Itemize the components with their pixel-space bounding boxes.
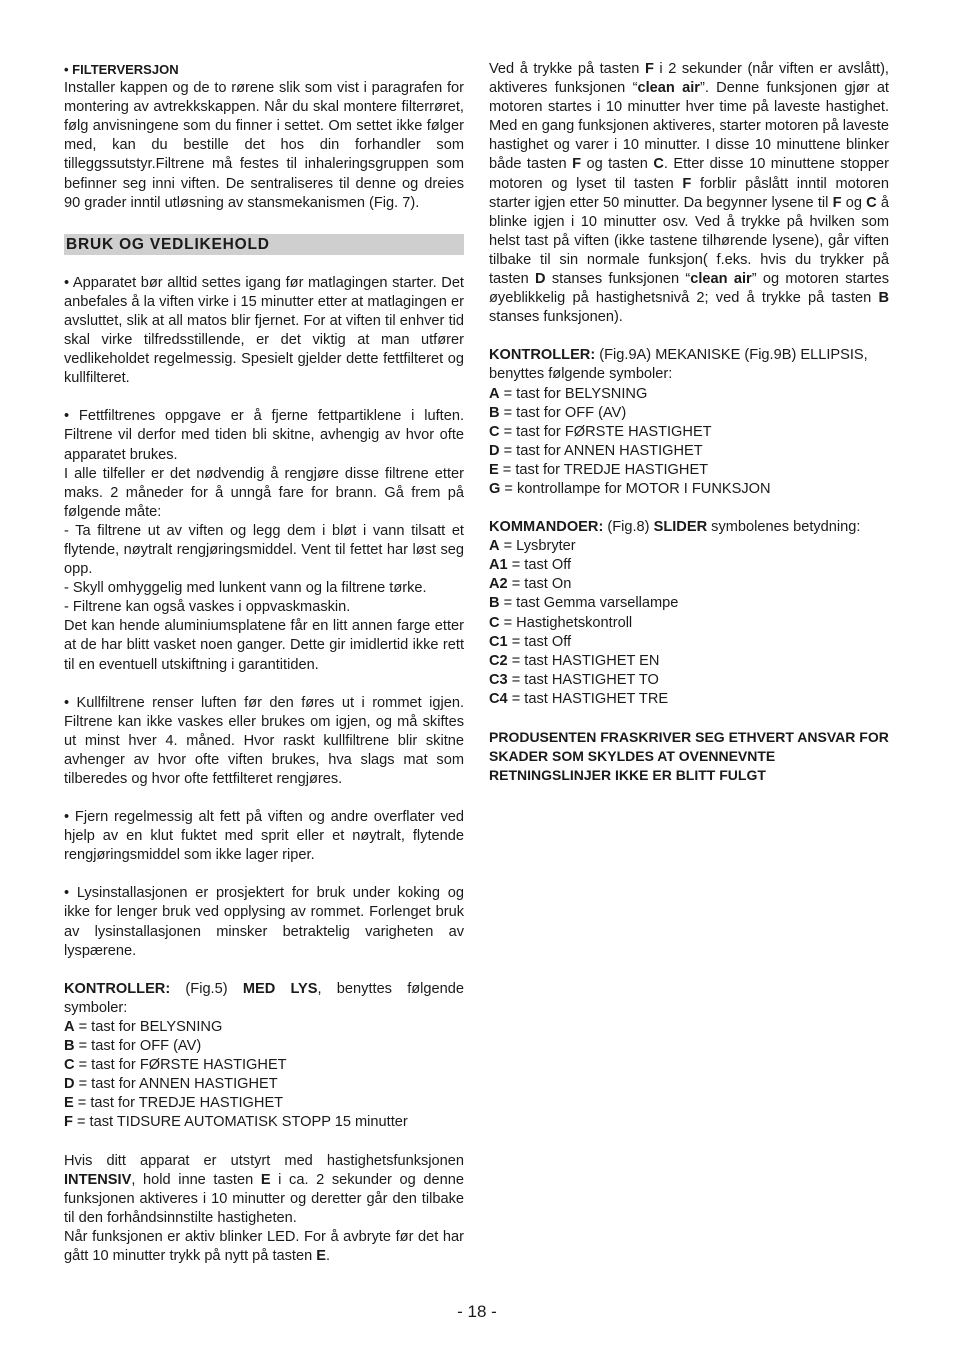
- paragraph-soak-step: - Ta filtrene ut av viften og legg dem i bløt i vann tilsatt et flytende, nøytralt rengjøringsmiddel. Vent til fettet har løst seg opp.: [64, 522, 464, 578]
- disclaimer: PRODUSENTEN FRASKRIVER SEG ETHVERT ANSVAR FOR SKADER SOM SKYLDES AT OVENNEVNTE RETNINGSLINJER IKKE ER BLITT FULGT: [489, 729, 889, 784]
- paragraph-clean-air: Ved å trykke på tasten F i 2 sekunder (når viften er avslått), aktiveres funksjonen “clean air”. Denne funksjonen gjør at motoren startes i 10 minutter hver time på laveste hastighet. Med en gang funksjonen aktiveres, starter motoren på laveste hastighet og varer i 10 minutter. I disse 10 minuttene blinker både tasten F og tasten C. Etter disse 10 minuttene stopper motoren og lyset til tasten F forblir påslått inntil motoren starter igjen etter 50 minutter. Da begynner lysene til F og C å blinke igjen i 10 minutter osv. Ved å trykke på hvilken som helst tast på viften (ikke tastene tilhørende lysene), går viften tilbake til sin normale funksjon( f.eks. hvis du trykker på tasten D stanses funksjonen “clean air” og motoren startes øyeblikkelig på hastighetsnivå 2; ved å trykke på tasten B stanses funksjonen).: [489, 61, 890, 326]
- list-item: A = tast for BELYSNING: [489, 385, 648, 402]
- paragraph-intensiv: Hvis ditt apparat er utstyrt med hastighetsfunksjonen INTENSIV, hold inne tasten E i ca. 2 sekunder og denne funksjonen aktiveres i 10 minutter og deretter går den tilbake til den forhåndsinnstilte hastigheten.: [64, 1152, 464, 1226]
- list-item: C2 = tast HASTIGHET EN: [489, 652, 660, 669]
- page-number: - 18 -: [457, 1302, 497, 1321]
- list-item: A = tast for BELYSNING: [64, 1018, 223, 1035]
- paragraph-rinse-step: - Skyll omhyggelig med lunkent vann og la filtrene tørke.: [64, 580, 427, 597]
- list-item: F = tast TIDSURE AUTOMATISK STOPP 15 minutter: [64, 1114, 408, 1131]
- list-item: B = tast Gemma varsellampe: [489, 595, 679, 612]
- paragraph-discolor: Det kan hende aluminiumsplatene får en litt annen farge etter at de har blitt vasket noen ganger. Dette gir imidlertid ikke rett til en eventuell utskiftning i garantitiden.: [64, 618, 464, 673]
- paragraph-surface-cleaning: • Fjern regelmessig alt fett på viften og andre overflater ved hjelp av en klut fuktet med sprit eller et nøytralt, flytende rengjøringsmiddel som ikke lager riper.: [64, 809, 464, 864]
- right-column: [489, 60, 889, 785]
- list-item: C = Hastighetskontroll: [489, 614, 633, 631]
- list-item: C = tast for FØRSTE HASTIGHET: [64, 1057, 287, 1074]
- list-item: A2 = tast On: [489, 576, 572, 593]
- list-item: B = tast for OFF (AV): [64, 1038, 202, 1055]
- list-item: E = tast for TREDJE HASTIGHET: [489, 461, 709, 478]
- list-item: C = tast for FØRSTE HASTIGHET: [489, 423, 712, 440]
- commands-list: [489, 537, 889, 709]
- filter-heading: • FILTERVERSJON: [64, 62, 179, 77]
- list-item: A1 = tast Off: [489, 557, 572, 574]
- left-column: [64, 60, 464, 1266]
- list-item: G = kontrollampe for MOTOR I FUNKSJON: [489, 480, 771, 497]
- paragraph-dishwasher-step: - Filtrene kan også vaskes i oppvaskmaskin.: [64, 599, 351, 616]
- list-item: C3 = tast HASTIGHET TO: [489, 671, 659, 688]
- list-item: E = tast for TREDJE HASTIGHET: [64, 1095, 284, 1112]
- list-item: A = Lysbryter: [489, 538, 576, 555]
- filter-text: Installer kappen og de to rørene slik som vist i paragrafen for montering av avtrekkskappen. Når du skal montere filterrøret, følg anvisningene som du finner i settet. Om settet ikke følger med, kan du bestille det hos din forhandler som tilleggssutstyr.Filtrene må festes til inhaleringsgruppen som befinner seg inni viften. De sentraliseres til denne og dreies 90 grader inntil utløsning av stansmekanismen (Fig. 7).: [64, 80, 464, 211]
- list-item: C4 = tast HASTIGHET TRE: [489, 690, 669, 707]
- list-item: D = tast for ANNEN HASTIGHET: [489, 442, 703, 459]
- paragraph-lighting: • Lysinstallasjonen er prosjektert for bruk under koking og ikke for lenger bruk ved opplysing av rommet. Forlenget bruk av lysinstallasjonen minsker betraktelig varigheten av lyspærene.: [64, 885, 464, 959]
- paragraph-cleaning-interval: I alle tilfeller er det nødvendig å rengjøre disse filtrene etter maks. 2 måneder for å unngå fare for brann. Gå frem på følgende måte:: [64, 465, 464, 520]
- controls2-intro: KONTROLLER: (Fig.9A) MEKANISKE (Fig.9B) ELLIPSIS, benyttes følgende symboler:: [489, 347, 868, 383]
- paragraph-led: Når funksjonen er aktiv blinker LED. For å avbryte før det har gått 10 minutter trykk på nytt på tasten E.: [64, 1228, 464, 1264]
- commands-intro: KOMMANDOER: (Fig.8) SLIDER symbolenes betydning:: [489, 519, 861, 536]
- list-item: C1 = tast Off: [489, 633, 572, 650]
- controls-list: [64, 1018, 464, 1133]
- section-title: BRUK OG VEDLIKEHOLD: [64, 234, 464, 255]
- paragraph-carbon-filters: • Kullfiltrene renser luften før den føres ut i rommet igjen. Filtrene kan ikke vaskes eller brukes om igjen, og må skiftes ut minst hver 4. måned. Hvor raskt kullfiltrene blir skitne avhenger av hvor ofte viften brukes, hva slags mat som tilberedes og hvor ofte fettfilteret rengjøres.: [64, 694, 464, 787]
- list-item: B = tast for OFF (AV): [489, 404, 627, 421]
- list-item: D = tast for ANNEN HASTIGHET: [64, 1076, 278, 1093]
- controls2-list: [489, 385, 889, 500]
- paragraph-start: • Apparatet bør alltid settes igang før matlagingen starter. Det anbefales å la viften virke i 15 minutter etter at matlagingen er avsluttet, slik at all matos blir fjernet. For at viften til enhver tid skal virke tilfredsstillende, er det viktig at man utfører vedlikeholdet regelmessig. Spesielt gjelder dette fettfilteret og kullfilteret.: [64, 274, 464, 387]
- paragraph-grease-filters: • Fettfiltrenes oppgave er å fjerne fettpartiklene i luften. Filtrene vil derfor med tiden bli skitne, avhengig av hvor ofte apparatet brukes.: [64, 408, 464, 463]
- controls-intro: KONTROLLER: (Fig.5) MED LYS, benyttes følgende symboler:: [64, 980, 464, 1016]
